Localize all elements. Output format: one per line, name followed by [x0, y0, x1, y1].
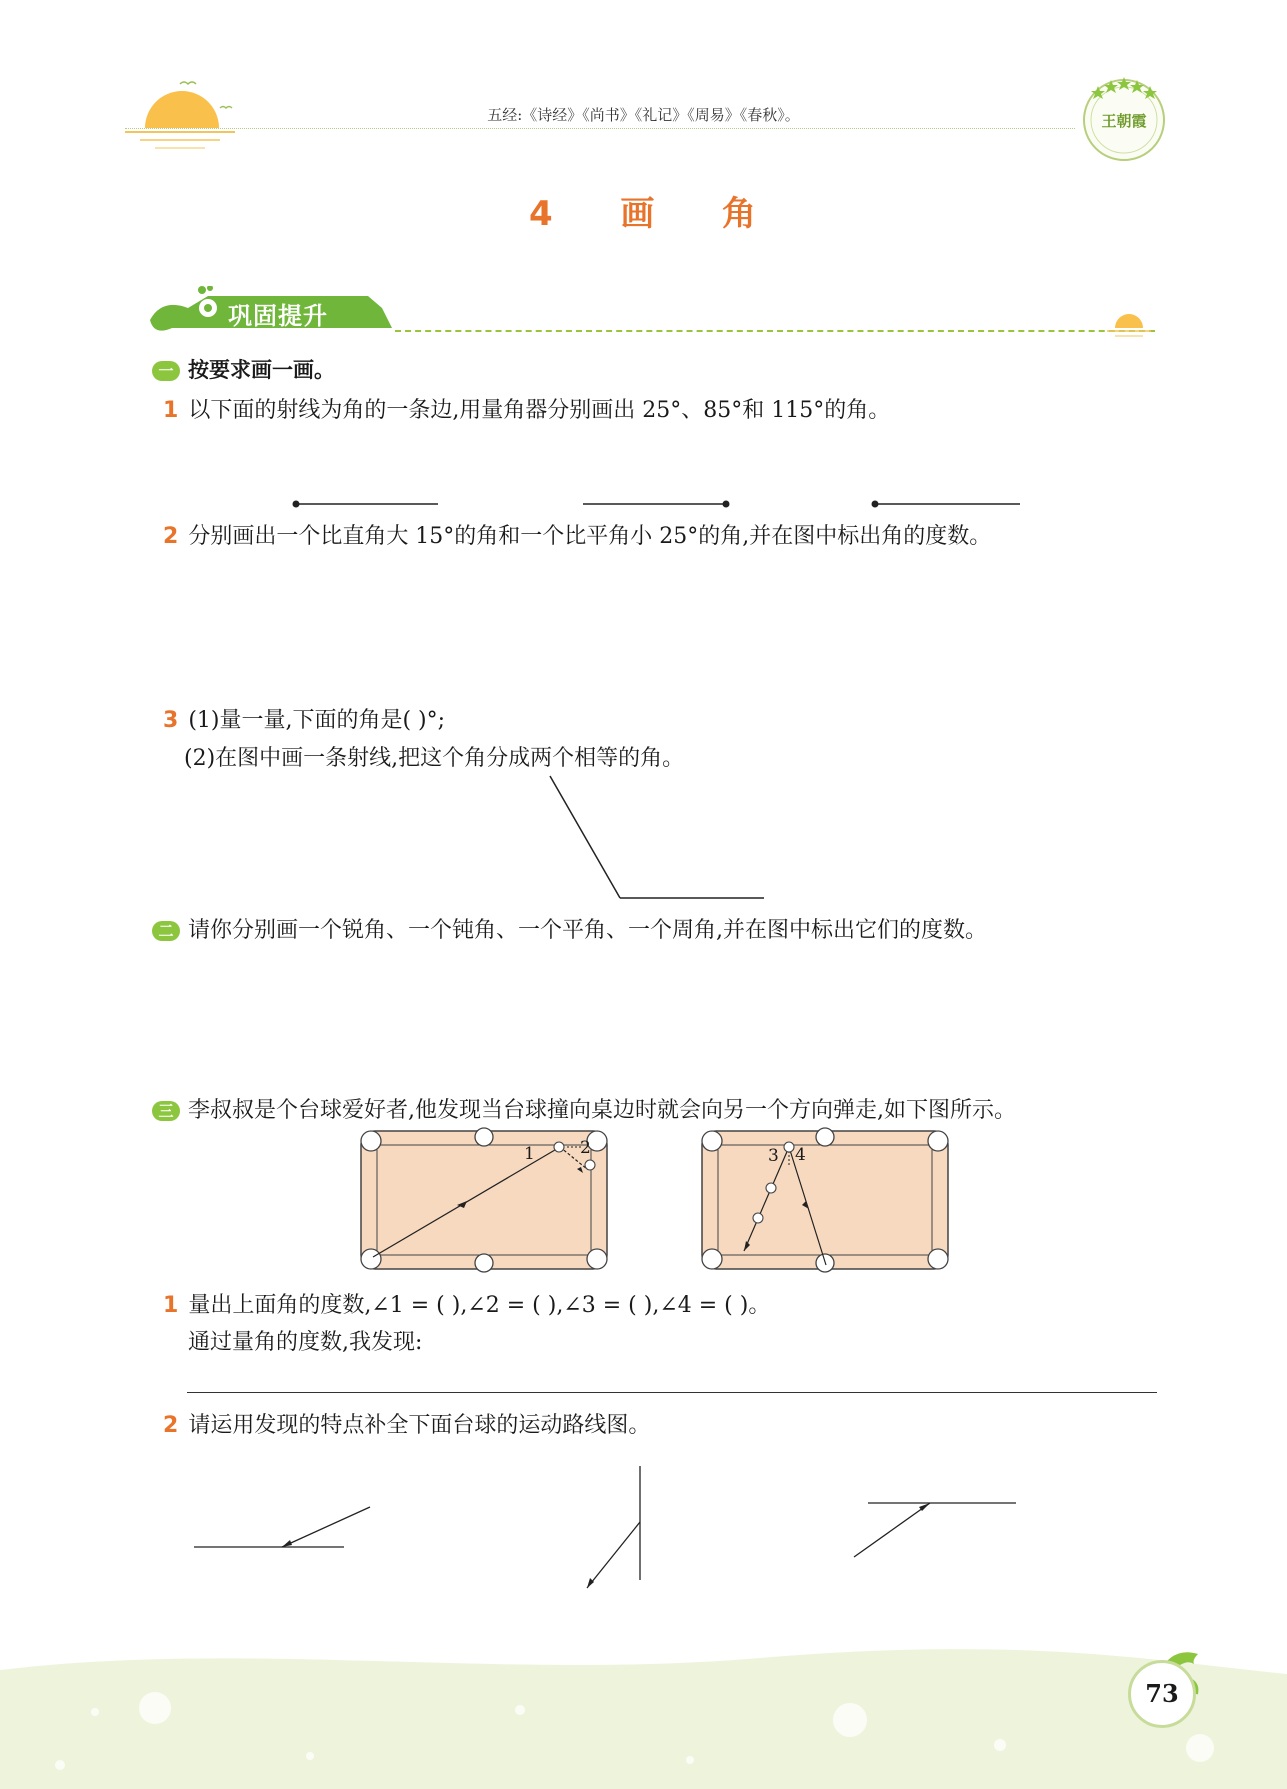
billiard-table-1	[355, 1125, 615, 1275]
part3-q1-line1	[163, 1288, 770, 1319]
header-divider	[125, 128, 1075, 129]
part1-heading: 按要求画一画。	[188, 358, 335, 382]
angle-label-2: 2	[580, 1138, 591, 1158]
part1-q3-text1: (1)量一量,下面的角是( )°;	[188, 708, 446, 733]
part2-row	[152, 913, 987, 944]
part2-text: 请你分别画一个锐角、一个钝角、一个平角、一个周角,并在图中标出它们的度数。	[188, 918, 987, 943]
ray3-endpoint	[872, 501, 879, 508]
part1-heading-row	[152, 354, 335, 384]
part1-q2-text: 分别画出一个比直角大 15°的角和一个比平角小 25°的角,并在图中标出角的度数。	[188, 524, 992, 549]
part1-badge: 一	[152, 361, 180, 381]
logo-text: 王朝霞	[1101, 112, 1147, 130]
part1-q1	[163, 393, 890, 424]
rays-figure	[280, 490, 1040, 520]
angle-label-3: 3	[768, 1146, 779, 1166]
ray1-endpoint	[293, 501, 300, 508]
page-title	[0, 186, 1287, 235]
part3-q2	[163, 1408, 650, 1439]
path-figure-3	[848, 1495, 1020, 1565]
title-word-1: 画	[620, 194, 657, 234]
part3-q2-text: 请运用发现的特点补全下面台球的运动路线图。	[188, 1413, 651, 1438]
answer-line[interactable]	[187, 1392, 1157, 1393]
part3-text: 李叔叔是个台球爱好者,他发现当台球撞向桌边时就会向另一个方向弹走,如下图所示。	[188, 1098, 1016, 1123]
part3-row	[152, 1093, 1016, 1124]
angle-label-1: 1	[524, 1144, 535, 1164]
path-figure-1	[190, 1495, 380, 1565]
part1-q1-number: 1	[163, 398, 179, 423]
part3-q1-text1: 量出上面角的度数,∠1 = ( ),∠2 = ( ),∠3 = ( ),∠4 = ( )。	[188, 1293, 771, 1318]
part1-q2	[163, 519, 991, 550]
part1-q3-line1	[163, 703, 445, 734]
section-banner-label: 巩固提升	[228, 302, 328, 330]
part1-q2-number: 2	[163, 524, 179, 549]
angle-figure	[540, 770, 780, 905]
ray2-endpoint	[723, 501, 730, 508]
part1-q1-text: 以下面的射线为角的一条边,用量角器分别画出 25°、85°和 115°的角。	[188, 398, 891, 423]
bottom-wave-decoration	[0, 1640, 1287, 1789]
angle-label-4: 4	[795, 1145, 806, 1165]
header-text: 五经:《诗经》《尚书》《礼记》《周易》《春秋》。	[487, 106, 800, 124]
part2-badge: 二	[152, 921, 180, 941]
title-word-2: 角	[722, 194, 759, 234]
path-figure-2	[575, 1462, 655, 1592]
billiard-table-2	[696, 1125, 956, 1275]
part3-badge: 三	[152, 1101, 180, 1121]
part1-q3-number: 3	[163, 708, 179, 733]
part1-q3-line2: (2)在图中画一条射线,把这个角分成两个相等的角。	[184, 746, 685, 771]
part3-q1-number: 1	[163, 1293, 179, 1318]
part3-q1-line2: 通过量角的度数,我发现:	[188, 1330, 423, 1355]
section-divider	[395, 330, 1155, 332]
small-sun-icon	[1105, 306, 1155, 342]
page-number: 73	[1128, 1660, 1196, 1728]
part3-q2-number: 2	[163, 1413, 179, 1438]
title-number: 4	[528, 194, 555, 234]
